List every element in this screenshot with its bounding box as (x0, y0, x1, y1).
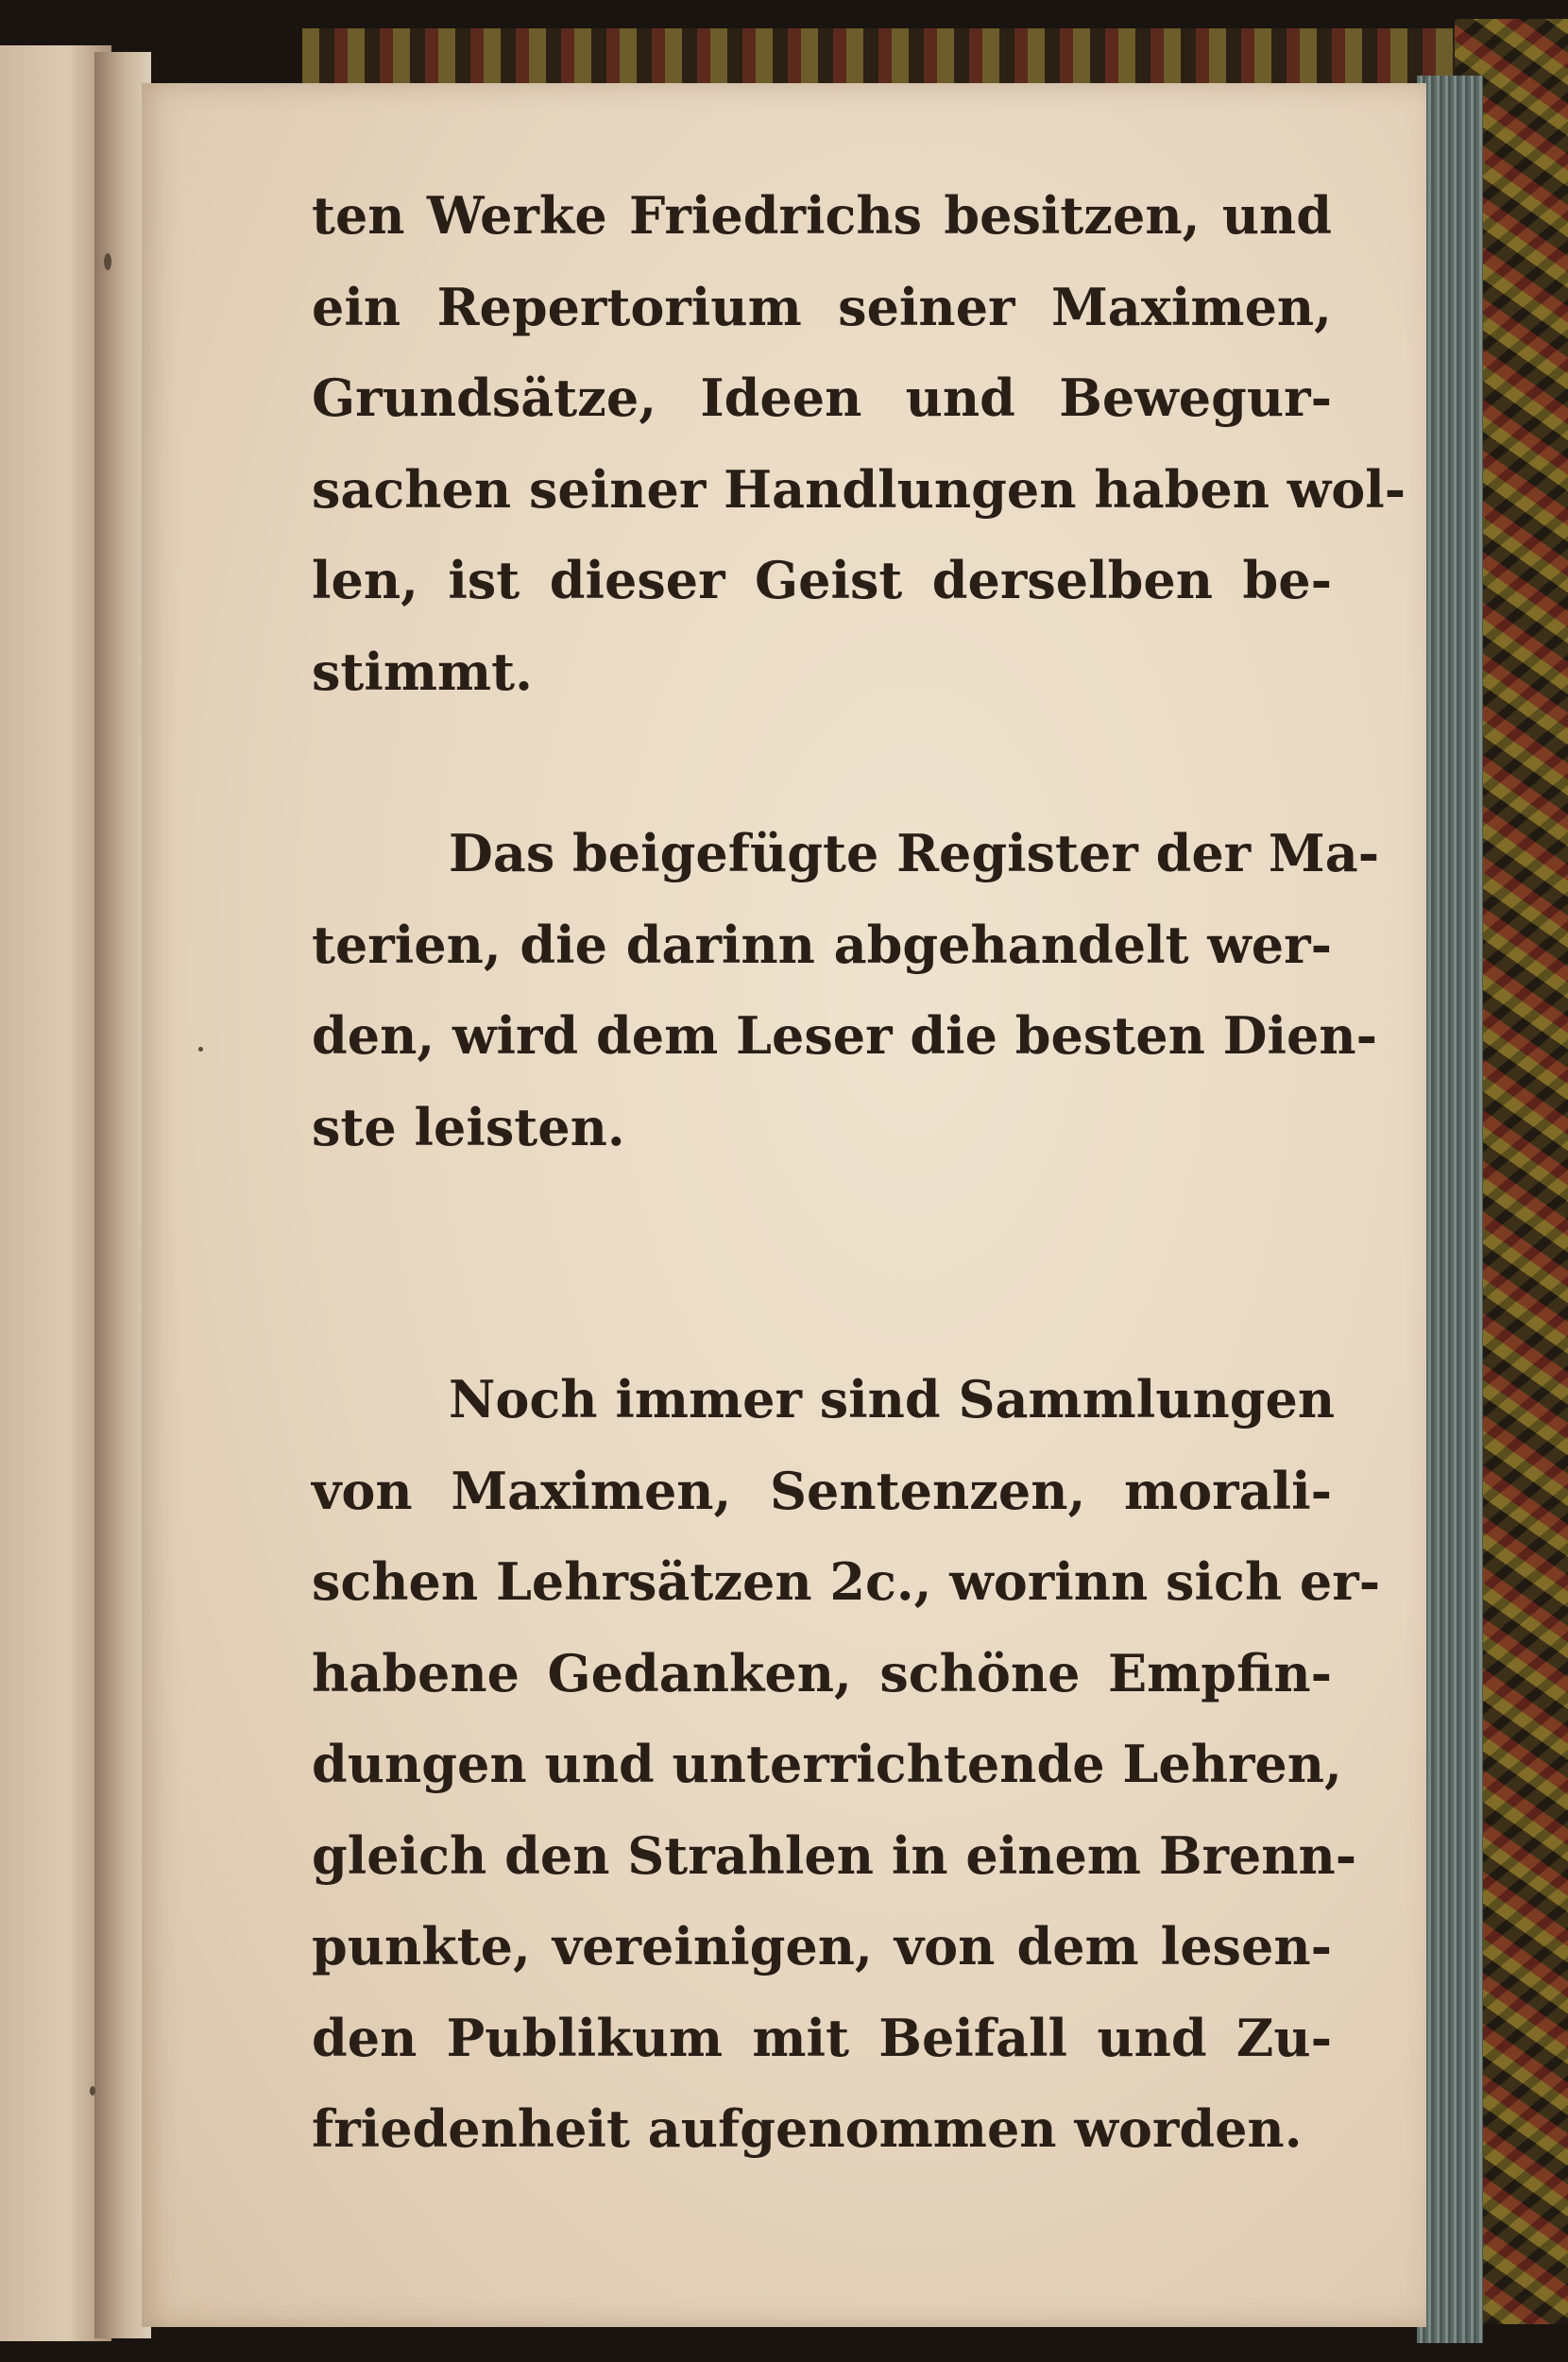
marbled-cover-top (302, 28, 1549, 83)
text-line: terien, die darinn abgehandelt wer- (312, 914, 1332, 975)
text-line: dungen und unterrichtende Lehren, (312, 1734, 1342, 1794)
text-line: Das beigefügte Register der Ma- (449, 823, 1380, 883)
page-text (312, 170, 1406, 2175)
paragraph-2 (312, 808, 1380, 1172)
paper-speck (198, 1047, 203, 1052)
paper-speck (90, 2086, 95, 2096)
text-line: den, wird dem Leser die besten Dien- (312, 1005, 1378, 1066)
text-line: ste leisten. (312, 1096, 625, 1157)
text-line: schen Lehrsätzen 2c., worinn sich er- (312, 1551, 1381, 1612)
text-line: Noch immer sind Sammlungen (449, 1369, 1336, 1429)
paragraph-3 (312, 1354, 1381, 2175)
text-line: ein Repertorium seiner Maximen, (312, 276, 1332, 337)
text-line: von Maximen, Sentenzen, morali- (312, 1460, 1332, 1521)
text-line: habene Gedanken, schöne Empfin- (312, 1642, 1332, 1703)
text-line: punkte, vereinigen, von dem lesen- (312, 1916, 1332, 1977)
text-line: ten Werke Friedrichs besitzen, und (312, 185, 1332, 246)
paragraph-1 (312, 170, 1406, 717)
page-block-edges (1417, 76, 1483, 2343)
text-line: Grundsätze, Ideen und Bewegur- (312, 368, 1332, 428)
paper-speck (104, 253, 111, 270)
text-line: gleich den Strahlen in einem Brenn- (312, 1824, 1357, 1886)
text-line: friedenheit aufgenommen worden. (312, 2098, 1303, 2159)
text-line: sachen seiner Handlungen haben wol- (312, 458, 1406, 520)
text-line: stimmt. (312, 641, 533, 702)
text-line: den Publikum mit Beifall und Zu- (312, 2007, 1332, 2068)
text-line: len, ist dieser Geist derselben be- (312, 550, 1332, 610)
